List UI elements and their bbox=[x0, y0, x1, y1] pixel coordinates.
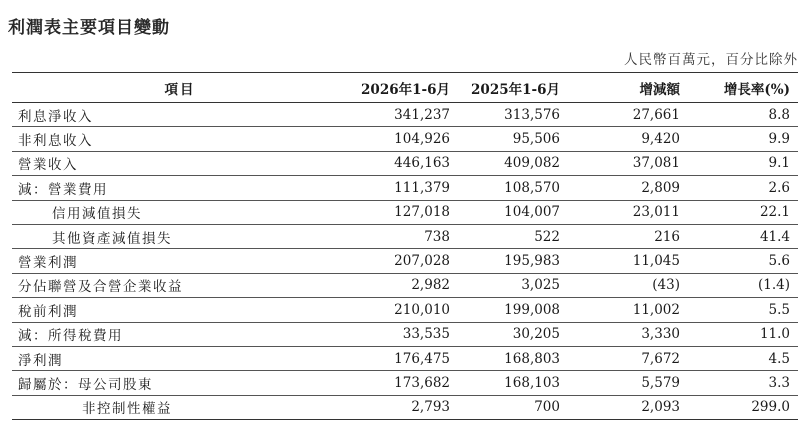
cell-2026: 738 bbox=[348, 224, 458, 248]
table-row bbox=[12, 200, 798, 224]
cell-2025: 3,025 bbox=[458, 273, 568, 297]
cell-2026: 341,237 bbox=[348, 103, 458, 127]
cell-2025: 104,007 bbox=[458, 200, 568, 224]
cell-2026: 127,018 bbox=[348, 200, 458, 224]
table-row bbox=[12, 151, 798, 175]
cell-growth-rate: 5.6 bbox=[688, 249, 798, 273]
cell-2026: 207,028 bbox=[348, 249, 458, 273]
row-label: 其他資產減值損失 bbox=[12, 224, 348, 248]
table-row bbox=[12, 224, 798, 248]
income-statement-table bbox=[12, 72, 798, 420]
cell-2025: 195,983 bbox=[458, 249, 568, 273]
cell-change: 37,081 bbox=[568, 151, 688, 175]
cell-change: 216 bbox=[568, 224, 688, 248]
table-row bbox=[12, 176, 798, 200]
cell-2025: 168,803 bbox=[458, 346, 568, 370]
cell-2025: 409,082 bbox=[458, 151, 568, 175]
cell-change: 3,330 bbox=[568, 322, 688, 346]
cell-2025: 700 bbox=[458, 395, 568, 419]
header-2026: 2026年1-6月 bbox=[348, 73, 458, 103]
cell-growth-rate: 11.0 bbox=[688, 322, 798, 346]
cell-2025: 199,008 bbox=[458, 298, 568, 322]
row-label: 信用減值損失 bbox=[12, 200, 348, 224]
cell-growth-rate: 299.0 bbox=[688, 395, 798, 419]
cell-growth-rate: 41.4 bbox=[688, 224, 798, 248]
row-label: 減：所得稅費用 bbox=[12, 322, 348, 346]
cell-2025: 108,570 bbox=[458, 176, 568, 200]
row-label: 歸屬於：母公司股東 bbox=[12, 371, 348, 395]
cell-growth-rate: 9.1 bbox=[688, 151, 798, 175]
cell-2025: 95,506 bbox=[458, 127, 568, 151]
cell-change: 11,045 bbox=[568, 249, 688, 273]
table-row bbox=[12, 249, 798, 273]
cell-growth-rate: 5.5 bbox=[688, 298, 798, 322]
cell-2026: 446,163 bbox=[348, 151, 458, 175]
cell-2025: 522 bbox=[458, 224, 568, 248]
cell-change: 27,661 bbox=[568, 103, 688, 127]
cell-growth-rate: 4.5 bbox=[688, 346, 798, 370]
cell-2026: 104,926 bbox=[348, 127, 458, 151]
cell-growth-rate: (1.4) bbox=[688, 273, 798, 297]
page-title: 利潤表主要項目變動 bbox=[8, 18, 170, 38]
table-row bbox=[12, 395, 798, 419]
cell-2026: 2,982 bbox=[348, 273, 458, 297]
header-item: 項目 bbox=[12, 73, 348, 103]
cell-2026: 111,379 bbox=[348, 176, 458, 200]
cell-growth-rate: 8.8 bbox=[688, 103, 798, 127]
cell-change: 5,579 bbox=[568, 371, 688, 395]
row-label: 營業利潤 bbox=[12, 249, 348, 273]
cell-change: 2,093 bbox=[568, 395, 688, 419]
table-row bbox=[12, 346, 798, 370]
table-body bbox=[12, 103, 798, 420]
table-row bbox=[12, 371, 798, 395]
cell-growth-rate: 22.1 bbox=[688, 200, 798, 224]
row-label: 稅前利潤 bbox=[12, 298, 348, 322]
unit-note: 人民幣百萬元，百分比除外 bbox=[624, 52, 798, 68]
cell-2026: 173,682 bbox=[348, 371, 458, 395]
cell-growth-rate: 2.6 bbox=[688, 176, 798, 200]
cell-change: 9,420 bbox=[568, 127, 688, 151]
cell-2025: 313,576 bbox=[458, 103, 568, 127]
table-row bbox=[12, 322, 798, 346]
cell-change: 7,672 bbox=[568, 346, 688, 370]
table-row bbox=[12, 273, 798, 297]
cell-change: 11,002 bbox=[568, 298, 688, 322]
row-label: 分佔聯營及合營企業收益 bbox=[12, 273, 348, 297]
cell-growth-rate: 3.3 bbox=[688, 371, 798, 395]
cell-change: 2,809 bbox=[568, 176, 688, 200]
header-growth-rate: 增長率(%) bbox=[688, 73, 798, 103]
cell-2026: 176,475 bbox=[348, 346, 458, 370]
row-label: 淨利潤 bbox=[12, 346, 348, 370]
cell-2026: 210,010 bbox=[348, 298, 458, 322]
header-row bbox=[12, 73, 798, 103]
row-label: 營業收入 bbox=[12, 151, 348, 175]
row-label: 減：營業費用 bbox=[12, 176, 348, 200]
table-row bbox=[12, 103, 798, 127]
cell-change: (43) bbox=[568, 273, 688, 297]
header-change: 增減額 bbox=[568, 73, 688, 103]
cell-growth-rate: 9.9 bbox=[688, 127, 798, 151]
header-2025: 2025年1-6月 bbox=[458, 73, 568, 103]
cell-2026: 2,793 bbox=[348, 395, 458, 419]
row-label: 利息淨收入 bbox=[12, 103, 348, 127]
cell-2025: 30,205 bbox=[458, 322, 568, 346]
table-header bbox=[12, 73, 798, 103]
table-row bbox=[12, 298, 798, 322]
cell-2025: 168,103 bbox=[458, 371, 568, 395]
table-row bbox=[12, 127, 798, 151]
cell-2026: 33,535 bbox=[348, 322, 458, 346]
row-label: 非利息收入 bbox=[12, 127, 348, 151]
row-label: 非控制性權益 bbox=[12, 395, 348, 419]
cell-change: 23,011 bbox=[568, 200, 688, 224]
